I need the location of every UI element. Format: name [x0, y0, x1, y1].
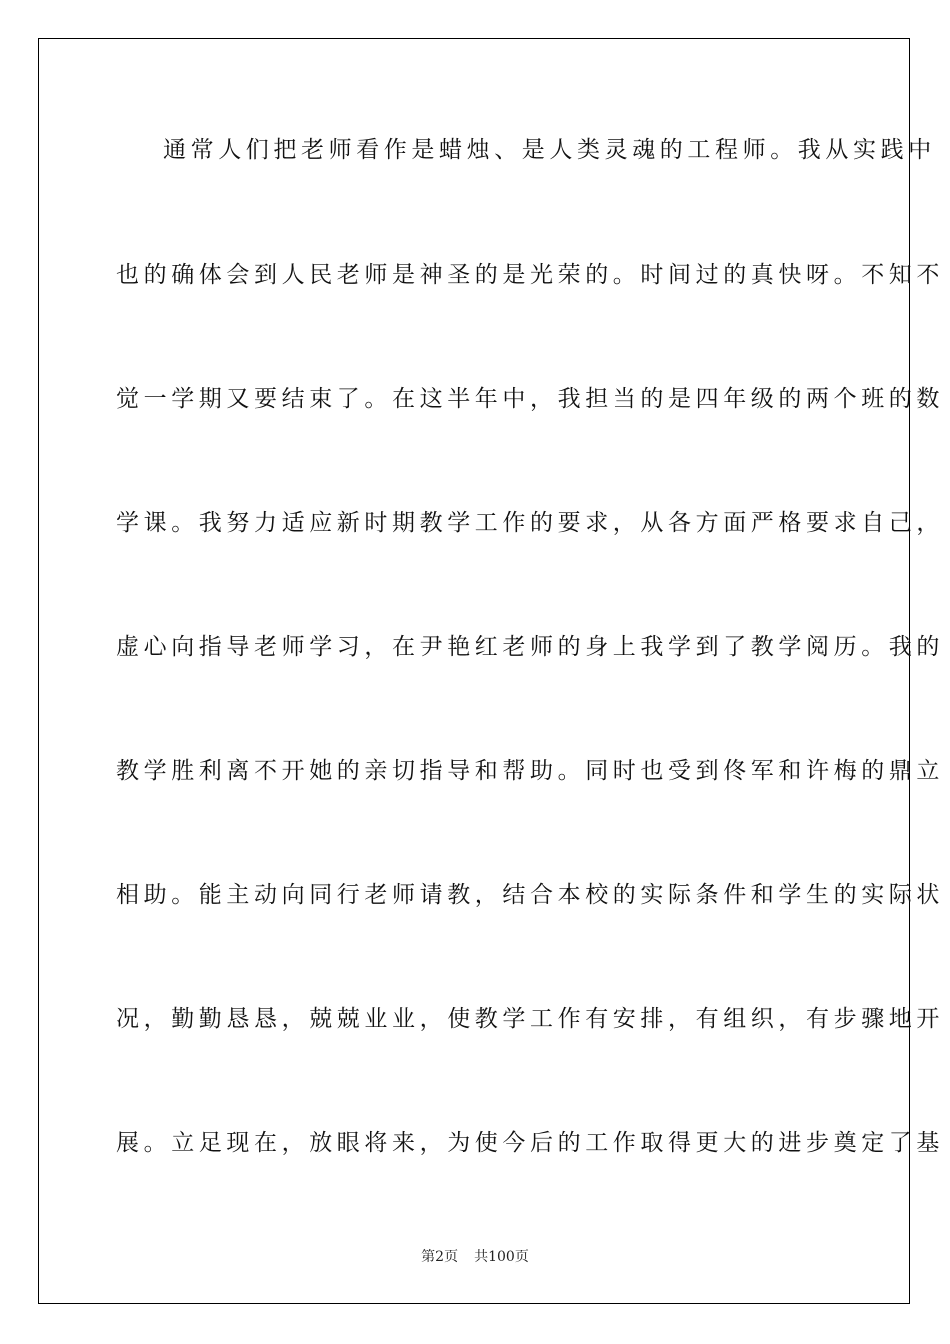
paragraph-line: 况，勤勤恳恳，兢兢业业，使教学工作有安排，有组织，有步骤地开 [116, 1006, 944, 1032]
paragraph-line: 通常人们把老师看作是蜡烛、是人类灵魂的工程师。我从实践中 [163, 137, 936, 163]
paragraph-line: 也的确体会到人民老师是神圣的是光荣的。时间过的真快呀。不知不 [116, 262, 944, 288]
paragraph-line: 学课。我努力适应新时期教学工作的要求，从各方面严格要求自己， [116, 510, 944, 536]
paragraph-line: 相助。能主动向同行老师请教，结合本校的实际条件和学生的实际状 [116, 882, 944, 908]
page-border [38, 38, 944, 1304]
page-footer [0, 1248, 950, 1266]
page-total: 共100页 [474, 1249, 529, 1265]
paragraph-line: 虚心向指导老师学习，在尹艳红老师的身上我学到了教学阅历。我的 [116, 634, 944, 660]
paragraph-line: 展。立足现在，放眼将来，为使今后的工作取得更大的进步奠定了基 [116, 1130, 944, 1156]
paragraph-line: 觉一学期又要结束了。在这半年中，我担当的是四年级的两个班的数 [116, 386, 944, 412]
page-number: 第2页 [421, 1249, 459, 1265]
paragraph-line: 教学胜利离不开她的亲切指导和帮助。同时也受到佟军和许梅的鼎立 [116, 758, 944, 784]
